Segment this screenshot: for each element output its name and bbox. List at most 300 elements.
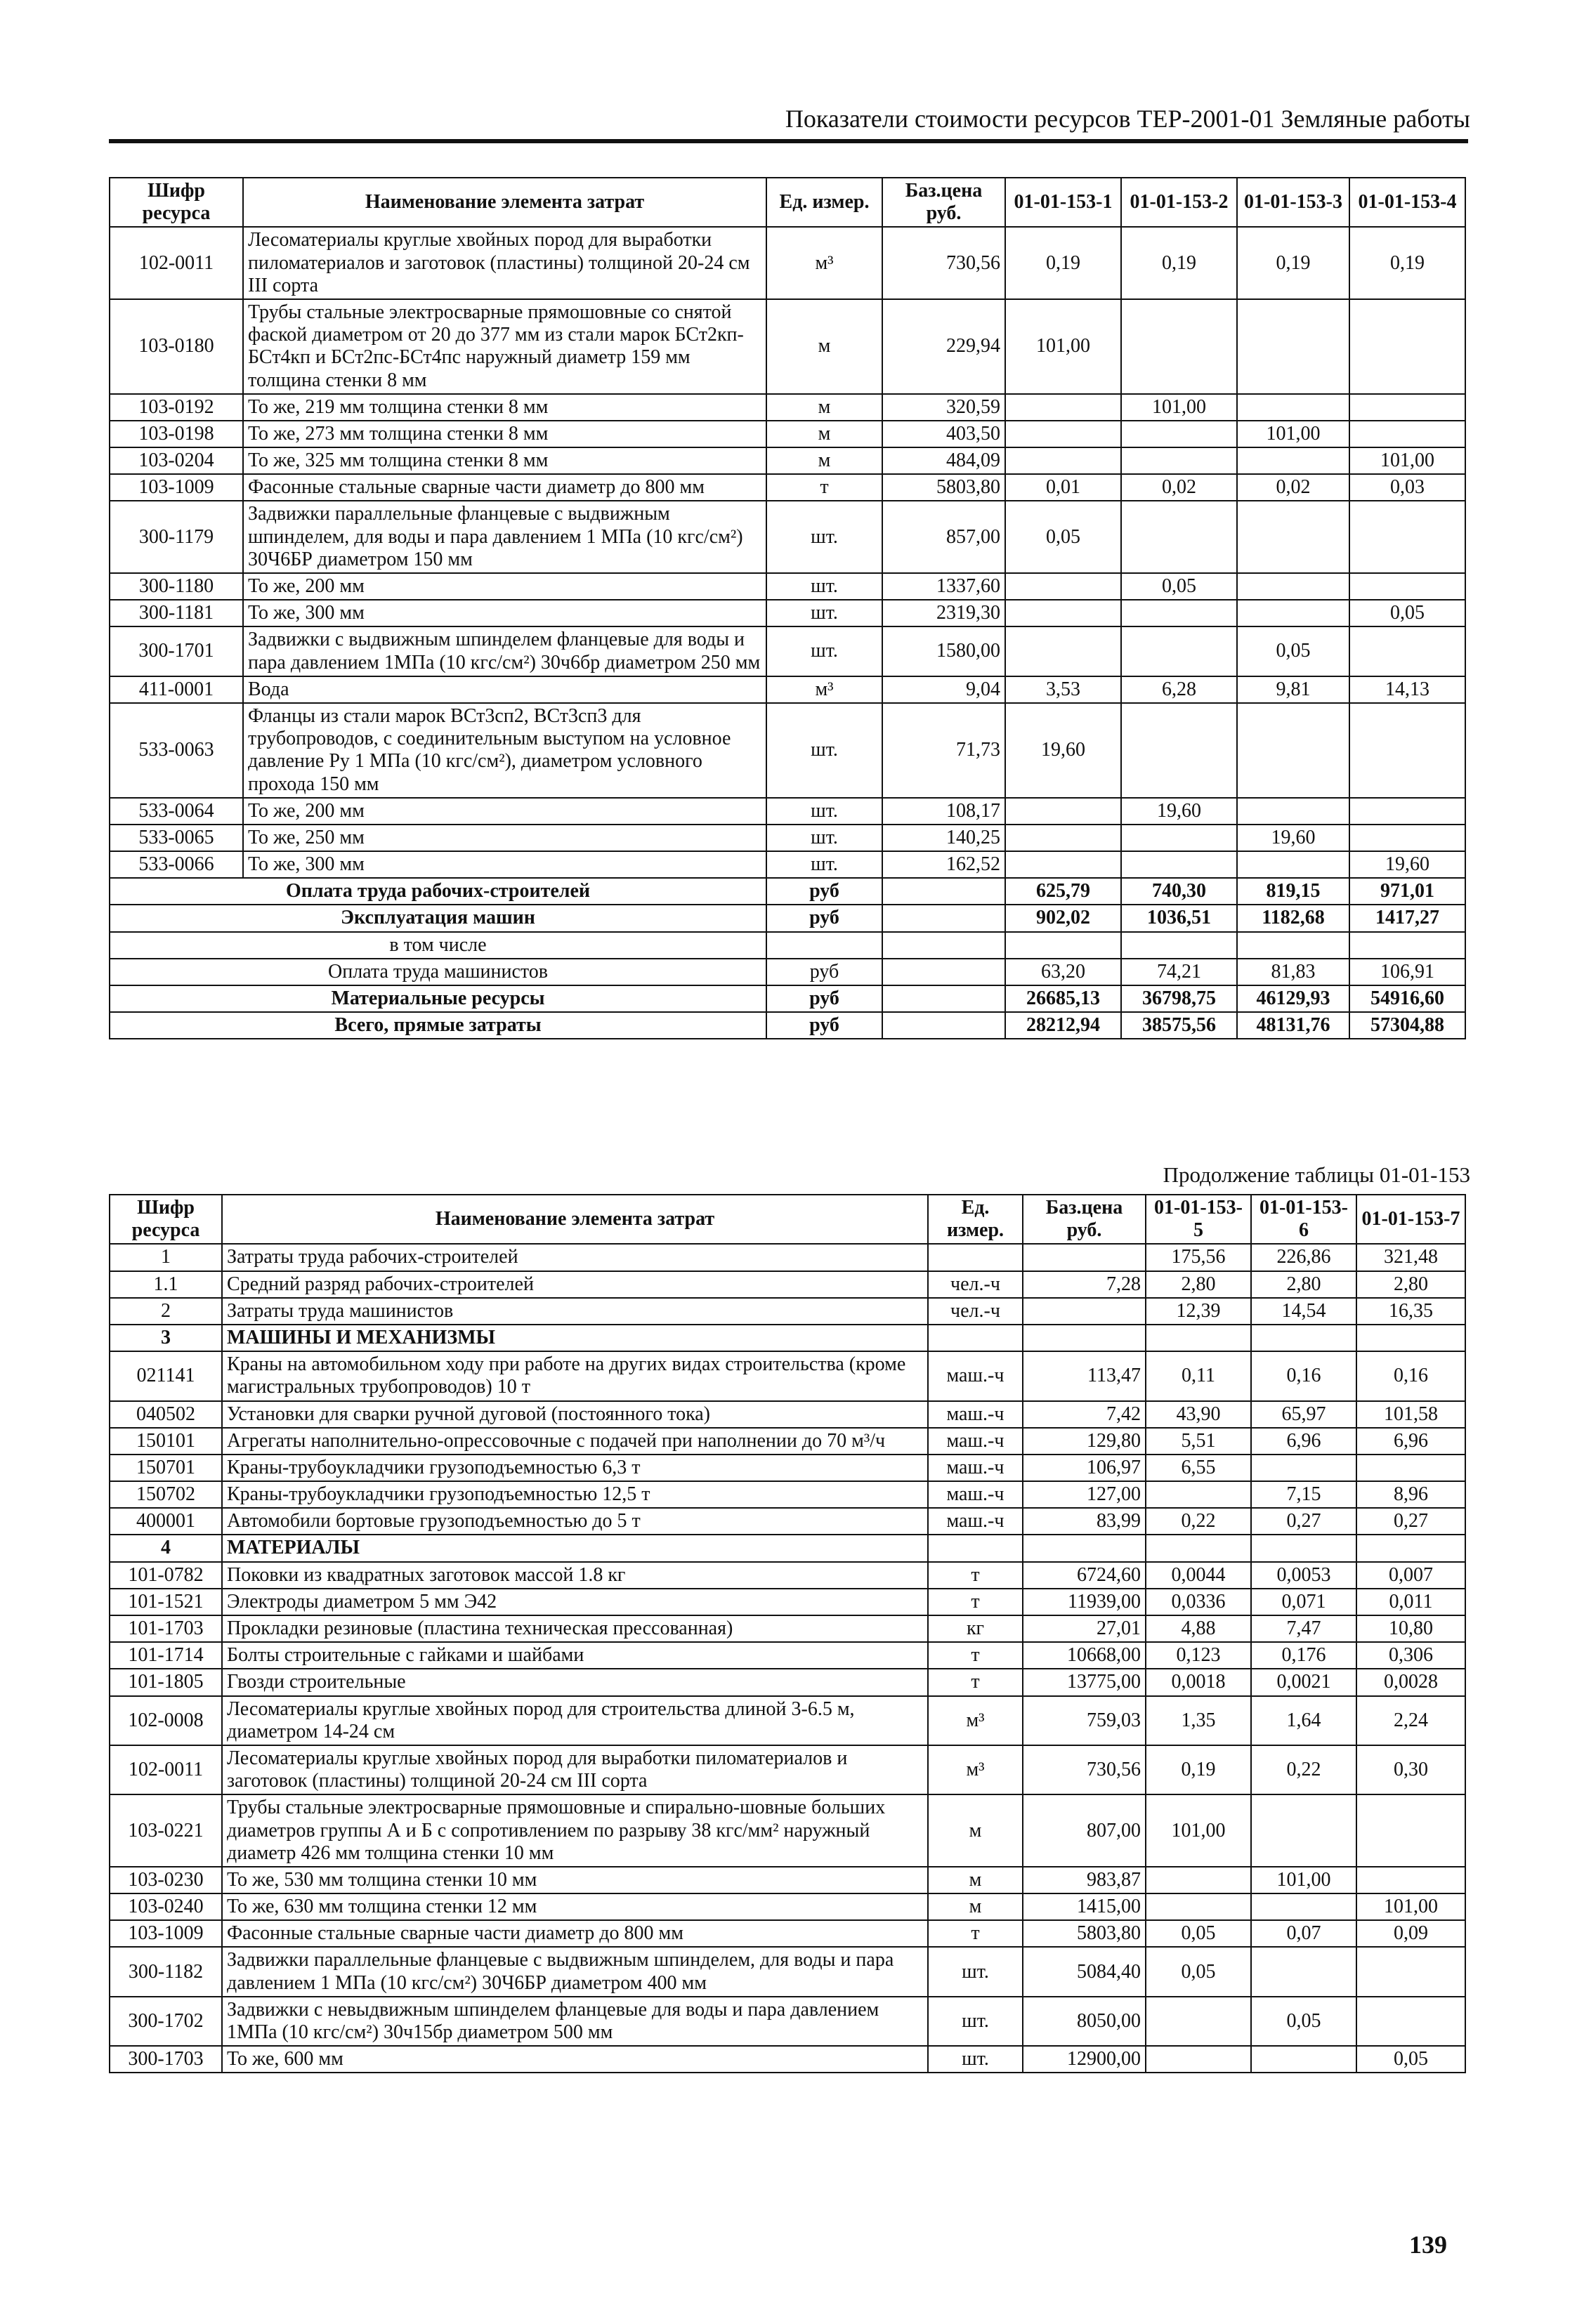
- table-row: [110, 299, 1465, 394]
- resource-code: 533-0066: [110, 851, 243, 878]
- unit-cell: м: [766, 447, 882, 474]
- total-value-v4: 57304,88: [1349, 1012, 1465, 1039]
- value-cell-v3: [1356, 1794, 1465, 1867]
- unit-cell: т: [766, 474, 882, 501]
- base-price: 759,03: [1023, 1696, 1146, 1745]
- value-cell-v2: [1251, 1455, 1356, 1481]
- unit-cell: шт.: [766, 573, 882, 600]
- value-cell-v2: [1251, 2046, 1356, 2073]
- base-price: [1023, 1298, 1146, 1325]
- table-row: [110, 1508, 1465, 1535]
- value-cell-v2: 101,00: [1251, 1867, 1356, 1893]
- value-cell-v2: 0,16: [1251, 1351, 1356, 1400]
- resource-code: 300-1179: [110, 501, 243, 573]
- table-row: [110, 573, 1465, 600]
- resource-code: 533-0064: [110, 798, 243, 825]
- total-value-v4: 106,91: [1349, 959, 1465, 985]
- base-price: [1023, 1535, 1146, 1561]
- resource-name: Трубы стальные электросварные прямошовные со снятой фаской диаметром от 20 до 377 мм из стали марок БСт2кп-БСт4кп и БСт2пс-БСт4пс наружный диаметр 159 мм толщина стенки 8 мм: [243, 299, 766, 394]
- table-row: [110, 1351, 1465, 1400]
- resource-code: 3: [110, 1325, 222, 1351]
- unit-cell: шт.: [766, 798, 882, 825]
- resource-code: 150701: [110, 1455, 222, 1481]
- resource-name: МАШИНЫ И МЕХАНИЗМЫ: [222, 1325, 928, 1351]
- unit-cell: [928, 1244, 1023, 1271]
- value-cell-v2: 7,15: [1251, 1481, 1356, 1508]
- value-cell-v1: [1005, 394, 1121, 421]
- value-cell-v4: 0,03: [1349, 474, 1465, 501]
- unit-cell: т: [928, 1562, 1023, 1589]
- table-row: [110, 851, 1465, 878]
- value-cell-v1: 19,60: [1005, 703, 1121, 798]
- value-cell-v1: 175,56: [1146, 1244, 1251, 1271]
- resource-name: Краны-трубоукладчики грузоподъемностью 6,3 т: [222, 1455, 928, 1481]
- value-cell-v3: [1356, 1455, 1465, 1481]
- value-cell-v3: [1237, 501, 1349, 573]
- base-price: [1023, 1244, 1146, 1271]
- resource-code: 411-0001: [110, 676, 243, 703]
- table-row: [110, 1298, 1465, 1325]
- base-price: 83,99: [1023, 1508, 1146, 1535]
- value-cell-v4: 0,05: [1349, 600, 1465, 626]
- value-cell-v1: 5,51: [1146, 1428, 1251, 1455]
- value-cell-v3: 0,007: [1356, 1562, 1465, 1589]
- value-cell-v3: 19,60: [1237, 825, 1349, 851]
- table-row: [110, 1997, 1465, 2046]
- value-cell-v3: 0,306: [1356, 1642, 1465, 1669]
- value-cell-v1: [1146, 1325, 1251, 1351]
- resource-code: 101-1521: [110, 1589, 222, 1615]
- resource-code: 300-1180: [110, 573, 243, 600]
- value-cell-v3: [1237, 394, 1349, 421]
- unit-cell: кг: [928, 1615, 1023, 1642]
- totals-label: Всего, прямые затраты: [110, 1012, 766, 1039]
- resource-code: 103-0192: [110, 394, 243, 421]
- total-value-v1: 63,20: [1005, 959, 1121, 985]
- value-cell-v1: [1005, 447, 1121, 474]
- resource-name: Краны на автомобильном ходу при работе на других видах строительства (кроме магистральных трубопроводов) 10 т: [222, 1351, 928, 1400]
- base-price: 127,00: [1023, 1481, 1146, 1508]
- value-cell-v3: [1356, 1325, 1465, 1351]
- table-row: [110, 1244, 1465, 1271]
- col-header-v1: 01-01-153-1: [1005, 178, 1121, 227]
- table-row: [110, 1271, 1465, 1298]
- table-row: [110, 626, 1465, 676]
- base-price: 71,73: [882, 703, 1005, 798]
- value-cell-v3: [1237, 573, 1349, 600]
- resource-code: 103-1009: [110, 474, 243, 501]
- value-cell-v3: [1237, 851, 1349, 878]
- resource-code: 103-0180: [110, 299, 243, 394]
- value-cell-v4: [1349, 501, 1465, 573]
- unit-cell: шт.: [766, 626, 882, 676]
- value-cell-v3: 0,27: [1356, 1508, 1465, 1535]
- value-cell-v1: 101,00: [1146, 1794, 1251, 1867]
- resource-name: То же, 300 мм: [243, 600, 766, 626]
- unit-cell: шт.: [766, 501, 882, 573]
- value-cell-v3: 9,81: [1237, 676, 1349, 703]
- resource-name: То же, 300 мм: [243, 851, 766, 878]
- unit-cell: чел.-ч: [928, 1298, 1023, 1325]
- value-cell-v3: 321,48: [1356, 1244, 1465, 1271]
- unit-cell: шт.: [928, 1997, 1023, 2046]
- table-row: [110, 703, 1465, 798]
- value-cell-v2: [1121, 851, 1237, 878]
- value-cell-v2: [1121, 600, 1237, 626]
- value-cell-v1: 0,19: [1146, 1745, 1251, 1794]
- total-value-v2: [1121, 932, 1237, 959]
- totals-row: [110, 959, 1465, 985]
- base-price: 730,56: [1023, 1745, 1146, 1794]
- value-cell-v1: [1146, 1535, 1251, 1561]
- table-row: [110, 1428, 1465, 1455]
- resource-name: Лесоматериалы круглые хвойных пород для выработки пиломатериалов и заготовок (пластины) толщиной 20-24 см III сорта: [222, 1745, 928, 1794]
- value-cell-v4: 14,13: [1349, 676, 1465, 703]
- table-row: [110, 1867, 1465, 1893]
- resource-code: 300-1702: [110, 1997, 222, 2046]
- base-price: 730,56: [882, 227, 1005, 299]
- resource-name: То же, 530 мм толщина стенки 10 мм: [222, 1867, 928, 1893]
- value-cell-v2: 65,97: [1251, 1401, 1356, 1428]
- base-price: 5803,80: [882, 474, 1005, 501]
- unit-cell: т: [928, 1669, 1023, 1695]
- resource-name: Электроды диаметром 5 мм Э42: [222, 1589, 928, 1615]
- resource-name: Агрегаты наполнительно-опрессовочные с подачей при наполнении до 70 м³/ч: [222, 1428, 928, 1455]
- unit-cell: шт.: [766, 703, 882, 798]
- resource-code: 400001: [110, 1508, 222, 1535]
- value-cell-v2: 6,28: [1121, 676, 1237, 703]
- value-cell-v3: [1237, 798, 1349, 825]
- value-cell-v1: [1005, 421, 1121, 447]
- value-cell-v2: 101,00: [1121, 394, 1237, 421]
- resource-name: Поковки из квадратных заготовок массой 1.8 кг: [222, 1562, 928, 1589]
- value-cell-v3: [1356, 1535, 1465, 1561]
- empty-cell: [882, 1012, 1005, 1039]
- resource-code: 101-1714: [110, 1642, 222, 1669]
- continuation-caption: Продолжение таблицы 01-01-153: [1163, 1162, 1470, 1187]
- value-cell-v3: 0,30: [1356, 1745, 1465, 1794]
- resource-name: То же, 273 мм толщина стенки 8 мм: [243, 421, 766, 447]
- unit-cell: т: [928, 1589, 1023, 1615]
- value-cell-v1: 3,53: [1005, 676, 1121, 703]
- unit-cell: руб: [766, 1012, 882, 1039]
- base-price: 857,00: [882, 501, 1005, 573]
- value-cell-v2: 7,47: [1251, 1615, 1356, 1642]
- total-value-v1: 902,02: [1005, 905, 1121, 931]
- resource-cost-table-2: [109, 1194, 1466, 2073]
- value-cell-v4: 101,00: [1349, 447, 1465, 474]
- resource-code: 300-1701: [110, 626, 243, 676]
- base-price: 108,17: [882, 798, 1005, 825]
- base-price: 129,80: [1023, 1428, 1146, 1455]
- table-row: [110, 676, 1465, 703]
- value-cell-v2: [1121, 825, 1237, 851]
- resource-name: Фланцы из стали марок ВСт3сп2, ВСт3сп3 для трубопроводов, с соединительным выступом на условное давление Ру 1 МПа (10 кгс/см²), диаметром условного прохода 150 мм: [243, 703, 766, 798]
- total-value-v3: [1237, 932, 1349, 959]
- value-cell-v2: 14,54: [1251, 1298, 1356, 1325]
- resource-code: 103-0221: [110, 1794, 222, 1867]
- resource-name: Прокладки резиновые (пластина техническая прессованная): [222, 1615, 928, 1642]
- resource-name: Трубы стальные электросварные прямошовные и спирально-шовные больших диаметров группы А и Б с сопротивлением по разрыву 38 кгс/мм² наружный диаметр 426 мм толщина стенки 10 мм: [222, 1794, 928, 1867]
- value-cell-v2: 0,071: [1251, 1589, 1356, 1615]
- resource-code: 150702: [110, 1481, 222, 1508]
- value-cell-v3: [1237, 600, 1349, 626]
- table-row: [110, 1455, 1465, 1481]
- totals-row: [110, 1012, 1465, 1039]
- table-row: [110, 227, 1465, 299]
- unit-cell: руб: [766, 985, 882, 1012]
- col-header-v3: 01-01-153-3: [1237, 178, 1349, 227]
- value-cell-v1: [1005, 626, 1121, 676]
- value-cell-v3: 2,24: [1356, 1696, 1465, 1745]
- col-header-v2: 01-01-153-2: [1121, 178, 1237, 227]
- total-value-v3: 1182,68: [1237, 905, 1349, 931]
- resource-name: Задвижки параллельные фланцевые с выдвижным шпинделем, для воды и пара давлением 1 МПа (10 кгс/см²) 30Ч6БР диаметром 150 мм: [243, 501, 766, 573]
- value-cell-v1: [1005, 798, 1121, 825]
- value-cell-v3: 10,80: [1356, 1615, 1465, 1642]
- base-price: 2319,30: [882, 600, 1005, 626]
- resource-code: 533-0063: [110, 703, 243, 798]
- resource-name: То же, 325 мм толщина стенки 8 мм: [243, 447, 766, 474]
- resource-code: 103-0240: [110, 1893, 222, 1920]
- base-price: 8050,00: [1023, 1997, 1146, 2046]
- base-price: 403,50: [882, 421, 1005, 447]
- unit-cell: маш.-ч: [928, 1401, 1023, 1428]
- value-cell-v3: 101,00: [1237, 421, 1349, 447]
- empty-cell: [882, 878, 1005, 905]
- value-cell-v3: [1356, 1947, 1465, 1996]
- total-value-v3: 819,15: [1237, 878, 1349, 905]
- totals-row: [110, 932, 1465, 959]
- base-price: 807,00: [1023, 1794, 1146, 1867]
- resource-code: 040502: [110, 1401, 222, 1428]
- resource-code: 103-0198: [110, 421, 243, 447]
- unit-cell: шт.: [928, 1947, 1023, 1996]
- unit-cell: [928, 1325, 1023, 1351]
- resource-name: То же, 630 мм толщина стенки 12 мм: [222, 1893, 928, 1920]
- value-cell-v1: [1005, 573, 1121, 600]
- value-cell-v4: [1349, 626, 1465, 676]
- base-price: 140,25: [882, 825, 1005, 851]
- value-cell-v1: [1146, 1867, 1251, 1893]
- col-header-v4: 01-01-153-4: [1349, 178, 1465, 227]
- value-cell-v3: 101,58: [1356, 1401, 1465, 1428]
- total-value-v1: 625,79: [1005, 878, 1121, 905]
- unit-cell: м: [766, 394, 882, 421]
- resource-code: 300-1181: [110, 600, 243, 626]
- table-row: [110, 1615, 1465, 1642]
- value-cell-v3: 6,96: [1356, 1428, 1465, 1455]
- unit-cell: м³: [928, 1696, 1023, 1745]
- unit-cell: руб: [766, 959, 882, 985]
- value-cell-v1: 0,05: [1146, 1947, 1251, 1996]
- totals-label: в том числе: [110, 932, 766, 959]
- base-price: 6724,60: [1023, 1562, 1146, 1589]
- table-row: [110, 447, 1465, 474]
- value-cell-v1: [1146, 2046, 1251, 2073]
- value-cell-v2: [1251, 1535, 1356, 1561]
- table-row: [110, 474, 1465, 501]
- value-cell-v1: 0,05: [1146, 1920, 1251, 1947]
- unit-cell: [766, 932, 882, 959]
- base-price: 5084,40: [1023, 1947, 1146, 1996]
- total-value-v3: 48131,76: [1237, 1012, 1349, 1039]
- value-cell-v1: 0,123: [1146, 1642, 1251, 1669]
- value-cell-v1: 0,01: [1005, 474, 1121, 501]
- total-value-v2: 74,21: [1121, 959, 1237, 985]
- unit-cell: м³: [928, 1745, 1023, 1794]
- base-price: 11939,00: [1023, 1589, 1146, 1615]
- value-cell-v3: 0,05: [1356, 2046, 1465, 2073]
- table-row: [110, 394, 1465, 421]
- value-cell-v2: [1121, 703, 1237, 798]
- value-cell-v4: [1349, 703, 1465, 798]
- totals-row: [110, 985, 1465, 1012]
- total-value-v3: 46129,93: [1237, 985, 1349, 1012]
- value-cell-v1: 0,19: [1005, 227, 1121, 299]
- col-header-unit: Ед. измер.: [766, 178, 882, 227]
- resource-name: То же, 200 мм: [243, 798, 766, 825]
- resource-name: То же, 250 мм: [243, 825, 766, 851]
- value-cell-v3: 0,02: [1237, 474, 1349, 501]
- section-row: [110, 1325, 1465, 1351]
- table-row: [110, 1642, 1465, 1669]
- table-row: [110, 798, 1465, 825]
- value-cell-v1: 12,39: [1146, 1298, 1251, 1325]
- value-cell-v4: [1349, 825, 1465, 851]
- unit-cell: руб: [766, 878, 882, 905]
- resource-name: МАТЕРИАЛЫ: [222, 1535, 928, 1561]
- base-price: [1023, 1325, 1146, 1351]
- total-value-v1: 26685,13: [1005, 985, 1121, 1012]
- value-cell-v2: [1251, 1893, 1356, 1920]
- resource-code: 103-1009: [110, 1920, 222, 1947]
- col-header-price: Баз.цена руб.: [1023, 1195, 1146, 1244]
- total-value-v4: 971,01: [1349, 878, 1465, 905]
- resource-name: Установки для сварки ручной дуговой (постоянного тока): [222, 1401, 928, 1428]
- unit-cell: маш.-ч: [928, 1481, 1023, 1508]
- total-value-v1: 28212,94: [1005, 1012, 1121, 1039]
- table1-body: [110, 227, 1465, 878]
- col-header-name: Наименование элемента затрат: [222, 1195, 928, 1244]
- resource-name: Лесоматериалы круглые хвойных пород для строительства длиной 3-6.5 м, диаметром 14-24 см: [222, 1696, 928, 1745]
- resource-code: 2: [110, 1298, 222, 1325]
- resource-code: 101-0782: [110, 1562, 222, 1589]
- total-value-v4: [1349, 932, 1465, 959]
- resource-code: 300-1182: [110, 1947, 222, 1996]
- resource-code: 021141: [110, 1351, 222, 1400]
- value-cell-v3: [1237, 447, 1349, 474]
- value-cell-v3: 101,00: [1356, 1893, 1465, 1920]
- value-cell-v3: [1237, 299, 1349, 394]
- value-cell-v2: [1121, 626, 1237, 676]
- value-cell-v2: 1,64: [1251, 1696, 1356, 1745]
- unit-cell: м: [766, 421, 882, 447]
- resource-code: 102-0011: [110, 1745, 222, 1794]
- empty-cell: [882, 905, 1005, 931]
- header-rule: [109, 139, 1468, 143]
- table2-header-row: [110, 1195, 1465, 1244]
- value-cell-v1: 0,22: [1146, 1508, 1251, 1535]
- col-header-code: Шифр ресурса: [110, 1195, 222, 1244]
- value-cell-v2: [1251, 1947, 1356, 1996]
- value-cell-v4: [1349, 798, 1465, 825]
- empty-cell: [882, 932, 1005, 959]
- value-cell-v2: 0,27: [1251, 1508, 1356, 1535]
- base-price: 320,59: [882, 394, 1005, 421]
- resource-name: Задвижки с невыдвижным шпинделем фланцевые для воды и пара давлением 1МПа (10 кгс/см²) 30ч15бр диаметром 500 мм: [222, 1997, 928, 2046]
- value-cell-v2: 0,07: [1251, 1920, 1356, 1947]
- value-cell-v3: [1356, 1997, 1465, 2046]
- value-cell-v3: 16,35: [1356, 1298, 1465, 1325]
- base-price: 113,47: [1023, 1351, 1146, 1400]
- value-cell-v3: 0,0028: [1356, 1669, 1465, 1695]
- value-cell-v2: [1121, 501, 1237, 573]
- value-cell-v1: 101,00: [1005, 299, 1121, 394]
- resource-code: 103-0230: [110, 1867, 222, 1893]
- value-cell-v2: [1121, 421, 1237, 447]
- value-cell-v1: 0,0336: [1146, 1589, 1251, 1615]
- resource-name: Болты строительные с гайками и шайбами: [222, 1642, 928, 1669]
- base-price: 1337,60: [882, 573, 1005, 600]
- value-cell-v1: 0,0044: [1146, 1562, 1251, 1589]
- resource-code: 103-0204: [110, 447, 243, 474]
- value-cell-v1: 4,88: [1146, 1615, 1251, 1642]
- table-row: [110, 2046, 1465, 2073]
- table-row: [110, 1562, 1465, 1589]
- base-price: 13775,00: [1023, 1669, 1146, 1695]
- base-price: 27,01: [1023, 1615, 1146, 1642]
- base-price: 1415,00: [1023, 1893, 1146, 1920]
- unit-cell: [928, 1535, 1023, 1561]
- total-value-v1: [1005, 932, 1121, 959]
- value-cell-v2: [1121, 447, 1237, 474]
- value-cell-v1: [1146, 1997, 1251, 2046]
- value-cell-v2: 0,19: [1121, 227, 1237, 299]
- col-header-unit: Ед. измер.: [928, 1195, 1023, 1244]
- resource-code: 102-0011: [110, 227, 243, 299]
- resource-name: Автомобили бортовые грузоподъемностью до 5 т: [222, 1508, 928, 1535]
- col-header-code: Шифр ресурса: [110, 178, 243, 227]
- base-price: 229,94: [882, 299, 1005, 394]
- value-cell-v3: 8,96: [1356, 1481, 1465, 1508]
- resource-cost-table-1: [109, 177, 1466, 1039]
- unit-cell: м: [928, 1794, 1023, 1867]
- resource-code: 102-0008: [110, 1696, 222, 1745]
- value-cell-v1: [1146, 1893, 1251, 1920]
- value-cell-v3: 2,80: [1356, 1271, 1465, 1298]
- base-price: 9,04: [882, 676, 1005, 703]
- totals-row: [110, 905, 1465, 931]
- value-cell-v2: 2,80: [1251, 1271, 1356, 1298]
- value-cell-v2: 226,86: [1251, 1244, 1356, 1271]
- base-price: 106,97: [1023, 1455, 1146, 1481]
- value-cell-v3: [1356, 1867, 1465, 1893]
- totals-label: Материальные ресурсы: [110, 985, 766, 1012]
- table-row: [110, 1920, 1465, 1947]
- resource-code: 1: [110, 1244, 222, 1271]
- unit-cell: руб: [766, 905, 882, 931]
- table-row: [110, 1401, 1465, 1428]
- value-cell-v4: 0,19: [1349, 227, 1465, 299]
- empty-cell: [882, 959, 1005, 985]
- value-cell-v2: 19,60: [1121, 798, 1237, 825]
- value-cell-v4: [1349, 421, 1465, 447]
- unit-cell: т: [928, 1920, 1023, 1947]
- section-row: [110, 1535, 1465, 1561]
- table-row: [110, 1589, 1465, 1615]
- value-cell-v1: 2,80: [1146, 1271, 1251, 1298]
